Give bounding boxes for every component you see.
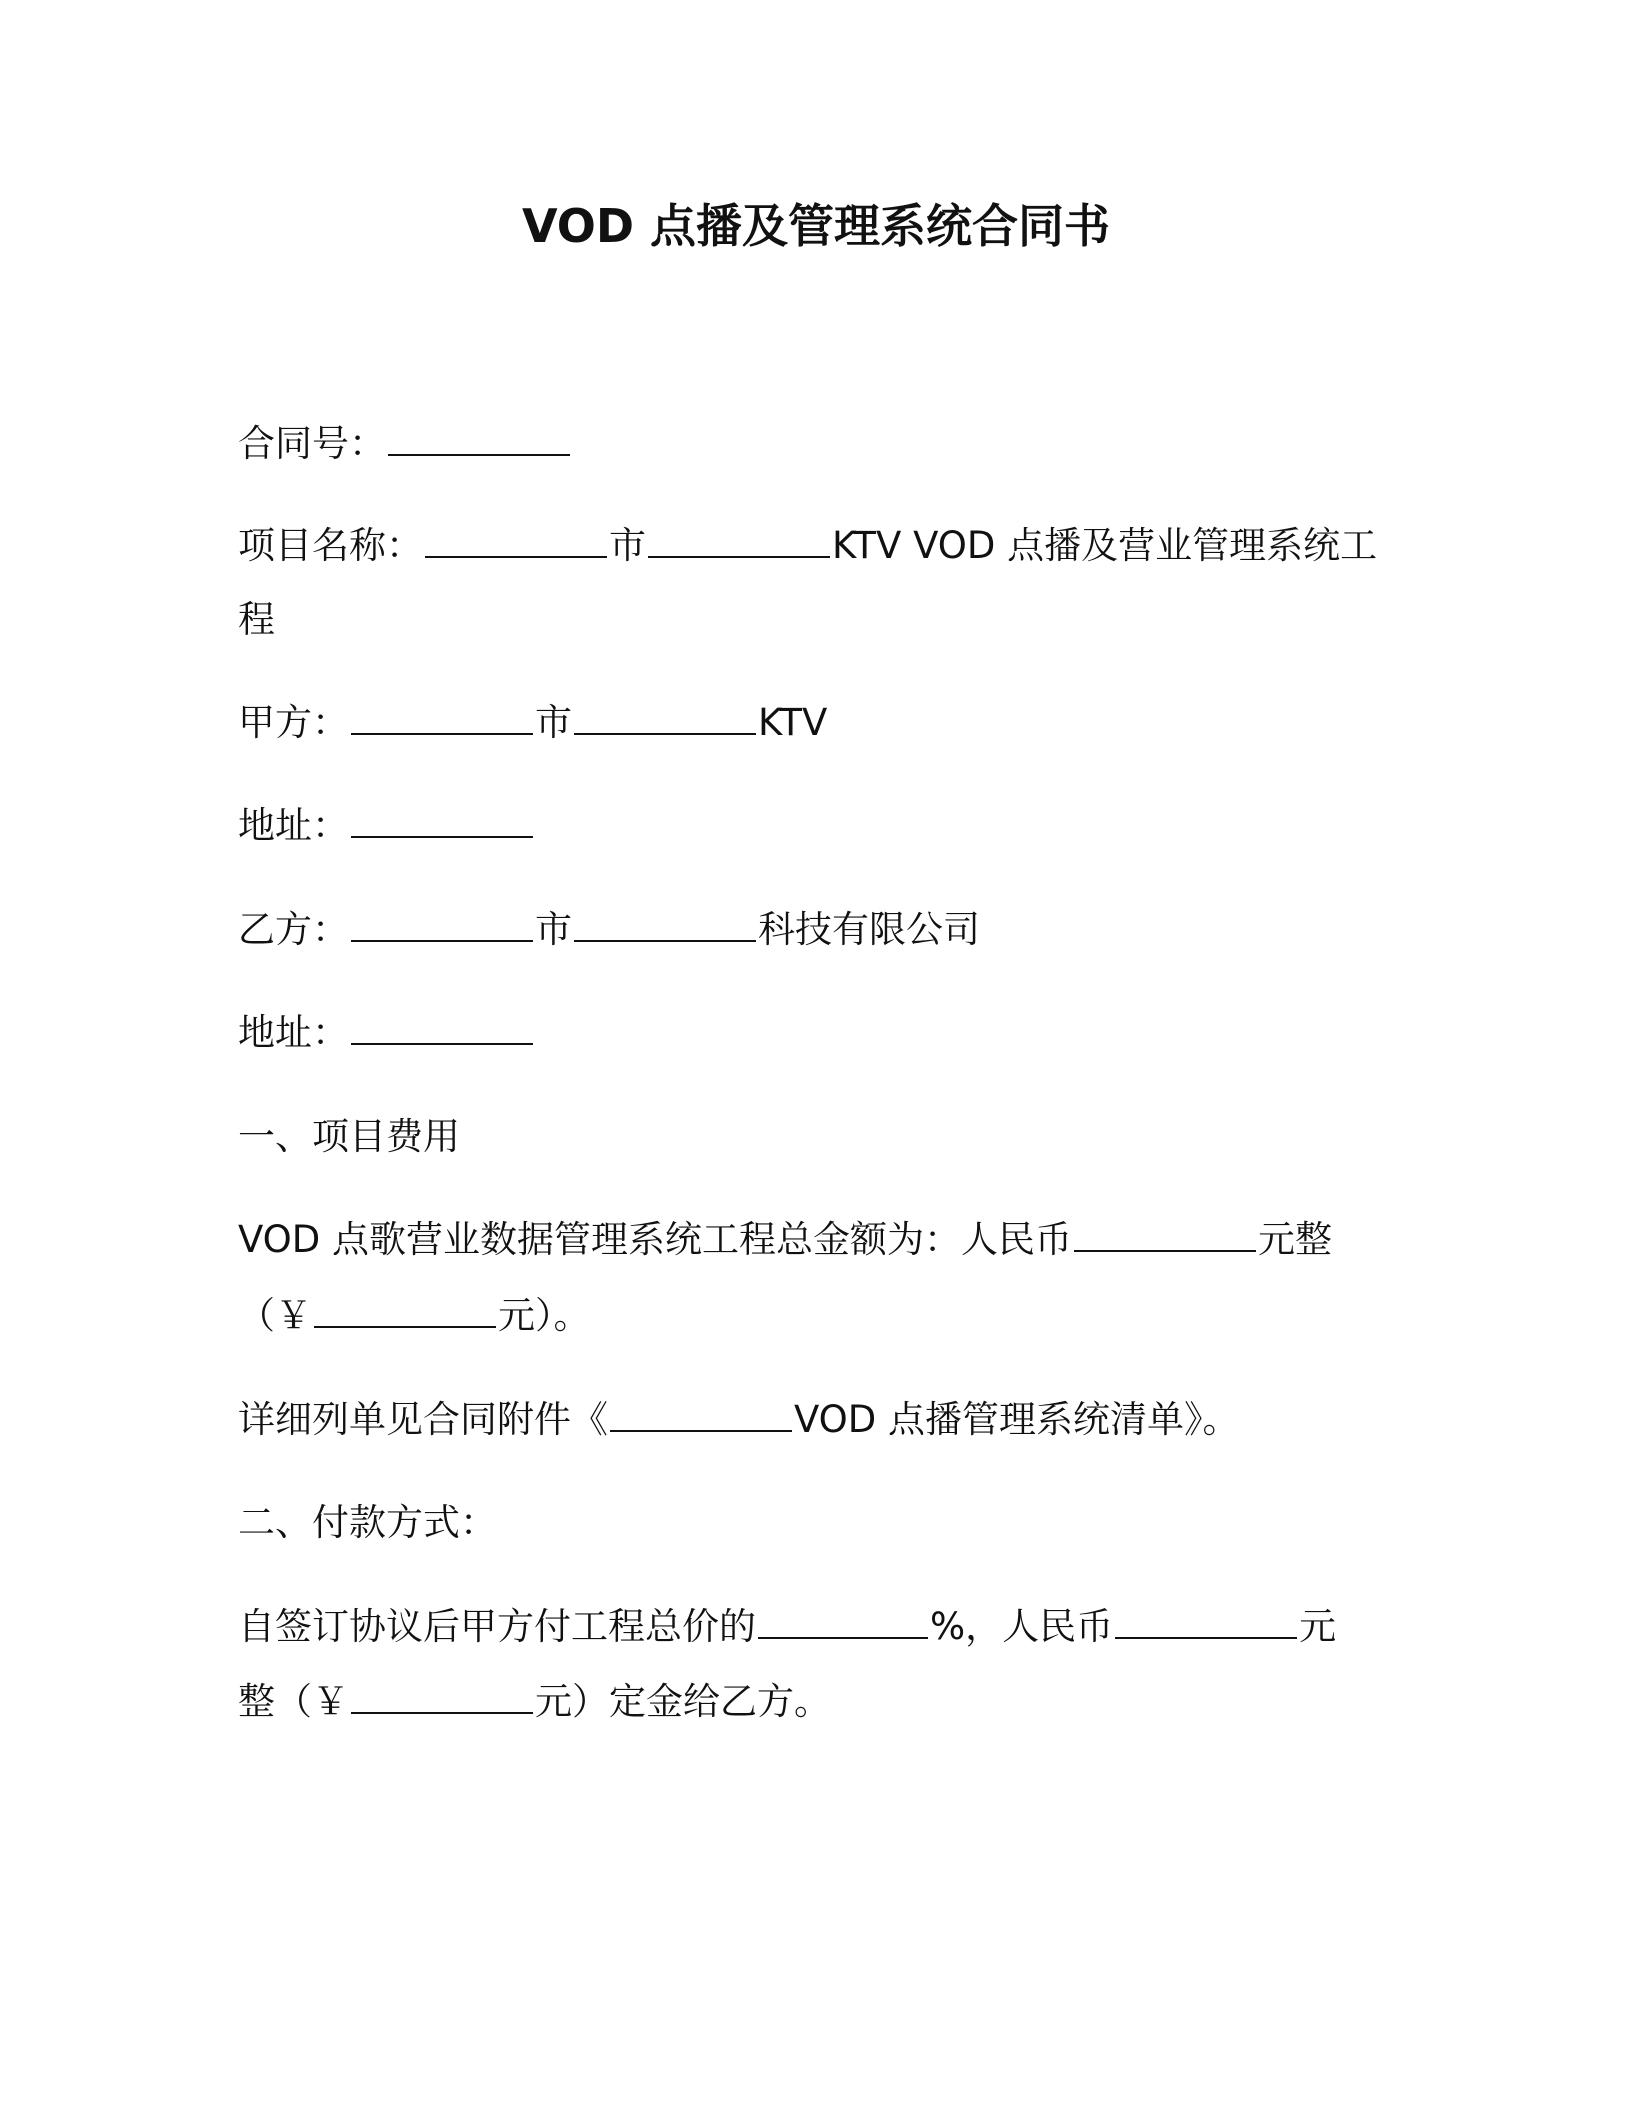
address-b-line [238, 1007, 535, 1059]
section-1-heading: 一、项目费用 [238, 1115, 460, 1158]
address-a-line [238, 800, 535, 852]
party-a-suffix: KTV [758, 701, 828, 744]
payment-line-1-prefix: 自签订协议后甲方付工程总价的 [238, 1605, 756, 1648]
project-city-text: 市 [609, 524, 646, 567]
payment-line-1-suffix: 元 [1299, 1605, 1337, 1648]
fee-line-2 [238, 1290, 591, 1342]
fee-amount-blank [1074, 1217, 1256, 1252]
payment-yuan-blank [351, 1679, 533, 1714]
address-a-blank [351, 803, 533, 838]
party-a-label: 甲方： [238, 701, 349, 744]
payment-line-2 [238, 1676, 831, 1728]
party-a-line [238, 697, 827, 749]
contract-number-blank [388, 421, 570, 456]
contract-number-label: 合同号： [238, 422, 386, 465]
project-venue-blank [648, 523, 830, 558]
detail-suffix: VOD 点播管理系统清单》。 [794, 1398, 1240, 1441]
fee-yuan-blank [314, 1293, 496, 1328]
party-b-label: 乙方： [238, 908, 349, 951]
fee-line-1 [238, 1214, 1332, 1266]
project-city-blank [425, 523, 607, 558]
party-a-city-text: 市 [535, 701, 572, 744]
party-a-city-blank [351, 700, 533, 735]
fee-line-2-suffix: 元）。 [498, 1294, 591, 1337]
party-b-name-blank [574, 907, 756, 942]
payment-line-1-mid: %，人民币 [930, 1605, 1114, 1648]
party-b-suffix: 科技有限公司 [758, 908, 980, 951]
address-b-label: 地址： [238, 1011, 349, 1054]
party-b-line [238, 904, 980, 956]
project-name-continuation [238, 594, 275, 646]
project-name-label: 项目名称： [238, 524, 423, 567]
fee-line-1-prefix: VOD 点歌营业数据管理系统工程总金额为：人民币 [238, 1218, 1073, 1261]
address-a-label: 地址： [238, 804, 349, 847]
party-a-name-blank [574, 700, 756, 735]
address-b-blank [351, 1010, 533, 1045]
detail-blank [610, 1397, 792, 1432]
party-b-city-blank [351, 907, 533, 942]
detail-prefix: 详细列单见合同附件《 [238, 1398, 608, 1441]
document-title: VOD 点播及管理系统合同书 [521, 199, 1111, 253]
fee-line-1-suffix: 元整 [1258, 1218, 1333, 1261]
payment-line-2-suffix: 元）定金给乙方。 [535, 1680, 831, 1723]
payment-line-1 [238, 1601, 1336, 1653]
project-name-text: KTV VOD 点播及营业管理系统工 [832, 524, 1378, 567]
project-name-line [238, 520, 1377, 572]
payment-amount-blank [1115, 1604, 1297, 1639]
contract-number-line [238, 418, 572, 470]
detail-line [238, 1394, 1240, 1446]
project-name-continuation-text: 程 [238, 598, 275, 641]
party-b-city-text: 市 [535, 908, 572, 951]
payment-line-2-prefix: 整（￥ [238, 1680, 349, 1723]
payment-percent-blank [758, 1604, 928, 1639]
fee-line-2-prefix: （￥ [238, 1294, 312, 1337]
section-2-heading: 二、付款方式： [238, 1501, 497, 1544]
